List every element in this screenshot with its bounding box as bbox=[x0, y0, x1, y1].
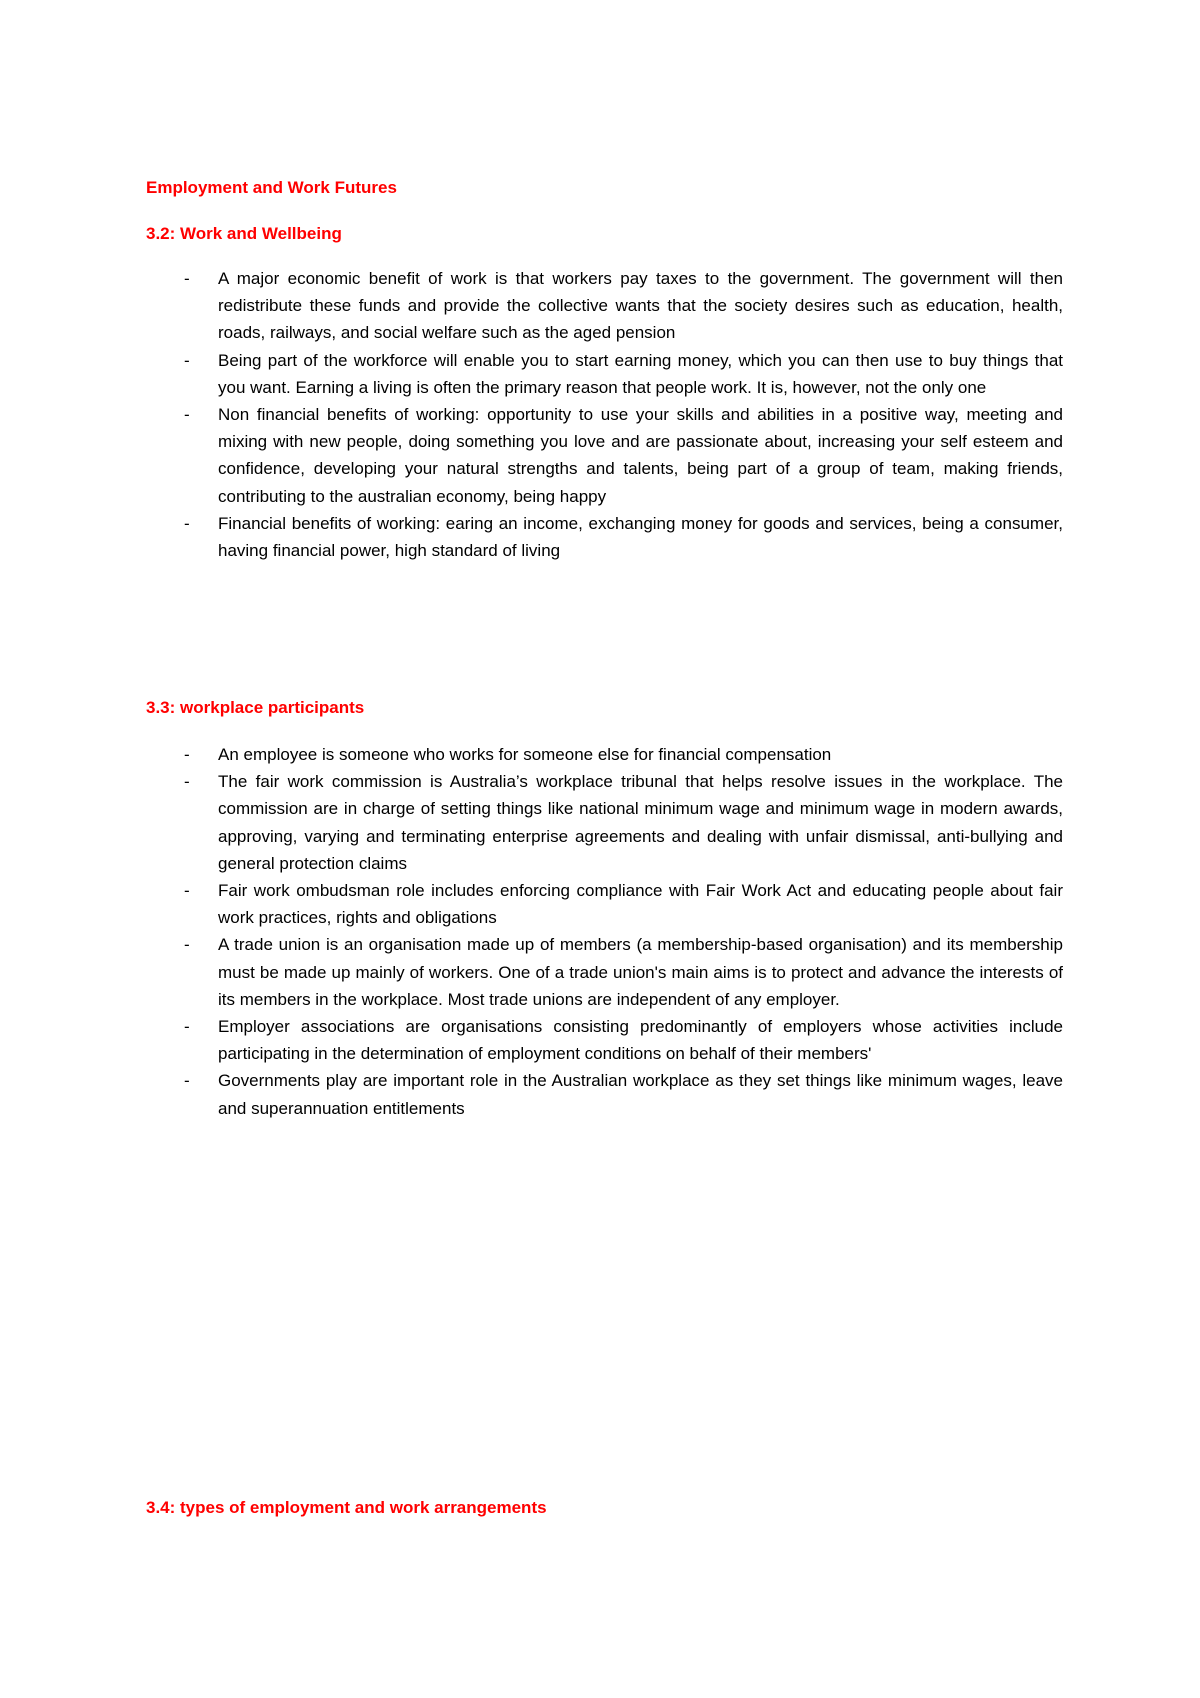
list-item-text: Fair work ombudsman role includes enforcing compliance with Fair Work Act and educating people about fair work practices, rights and obligations bbox=[218, 881, 1063, 928]
bullet-dash: - bbox=[184, 772, 190, 792]
bullet-dash: - bbox=[184, 745, 190, 764]
list-item bbox=[146, 510, 1063, 564]
bullet-dash: - bbox=[184, 935, 190, 955]
list-item-text: The fair work commission is Australia’s workplace tribunal that helps resolve issues in the workplace. The commission are in charge of setting things like national minimum wage and minimum wage in modern awards, approving, varying and terminating enterprise agreements and dealing with unfair dismissal, anti-bullying and general protection claims bbox=[218, 772, 1063, 873]
list-item-text: Employer associations are organisations consisting predominantly of employers whose activities include participating in the determination of employment conditions on behalf of their members' bbox=[218, 1017, 1063, 1064]
bullet-list-workplace-participants bbox=[146, 741, 1063, 1122]
list-item bbox=[146, 768, 1063, 877]
list-item bbox=[146, 931, 1063, 1013]
bullet-dash: - bbox=[184, 350, 190, 370]
list-item-text: Governments play are important role in the Australian workplace as they set things like minimum wages, leave and superannuation entitlements bbox=[218, 1071, 1063, 1118]
list-item bbox=[146, 265, 1063, 347]
list-item bbox=[146, 347, 1063, 401]
bullet-dash: - bbox=[184, 1017, 190, 1037]
list-item-text: A major economic benefit of work is that workers pay taxes to the government. The government will then redistribute these funds and provide the collective wants that the society desires such as education, health, roads, railways, and social welfare such as the aged pension bbox=[218, 269, 1063, 343]
section-heading-work-and-wellbeing: 3.2: Work and Wellbeing bbox=[146, 224, 342, 243]
list-item-text: Financial benefits of working: earing an income, exchanging money for goods and services, being a consumer, having financial power, high standard of living bbox=[218, 513, 1063, 561]
list-item bbox=[146, 1067, 1063, 1121]
bullet-dash: - bbox=[184, 269, 190, 288]
bullet-dash: - bbox=[184, 513, 190, 533]
bullet-list-work-and-wellbeing bbox=[146, 265, 1063, 564]
list-item bbox=[146, 401, 1063, 510]
section-heading-workplace-participants: 3.3: workplace participants bbox=[146, 698, 365, 717]
list-item bbox=[146, 1013, 1063, 1067]
list-item-text: Being part of the workforce will enable you to start earning money, which you can then use to buy things that you want. Earning a living is often the primary reason that people work. It is, however, not the only one bbox=[218, 350, 1063, 397]
list-item bbox=[146, 877, 1063, 931]
section-heading-types-of-employment: 3.4: types of employment and work arrangements bbox=[146, 1498, 547, 1517]
list-item-text: A trade union is an organisation made up of members (a membership-based organisation) and its membership must be made up mainly of workers. One of a trade union's main aims is to protect and advance the interests of its members in the workplace. Most trade unions are independent of any employer. bbox=[218, 935, 1063, 1009]
document-title: Employment and Work Futures bbox=[146, 178, 397, 197]
list-item-text: An employee is someone who works for someone else for financial compensation bbox=[218, 745, 832, 764]
list-item-text: Non financial benefits of working: opportunity to use your skills and abilities in a positive way, meeting and mixing with new people, doing something you love and are passionate about, increasing your self esteem and confidence, developing your natural strengths and talents, being part of a group of team, making friends, contributing to the australian economy, being happy bbox=[218, 405, 1063, 506]
bullet-dash: - bbox=[184, 881, 190, 901]
bullet-dash: - bbox=[184, 1071, 190, 1091]
bullet-dash: - bbox=[184, 405, 190, 425]
list-item bbox=[146, 741, 1063, 768]
